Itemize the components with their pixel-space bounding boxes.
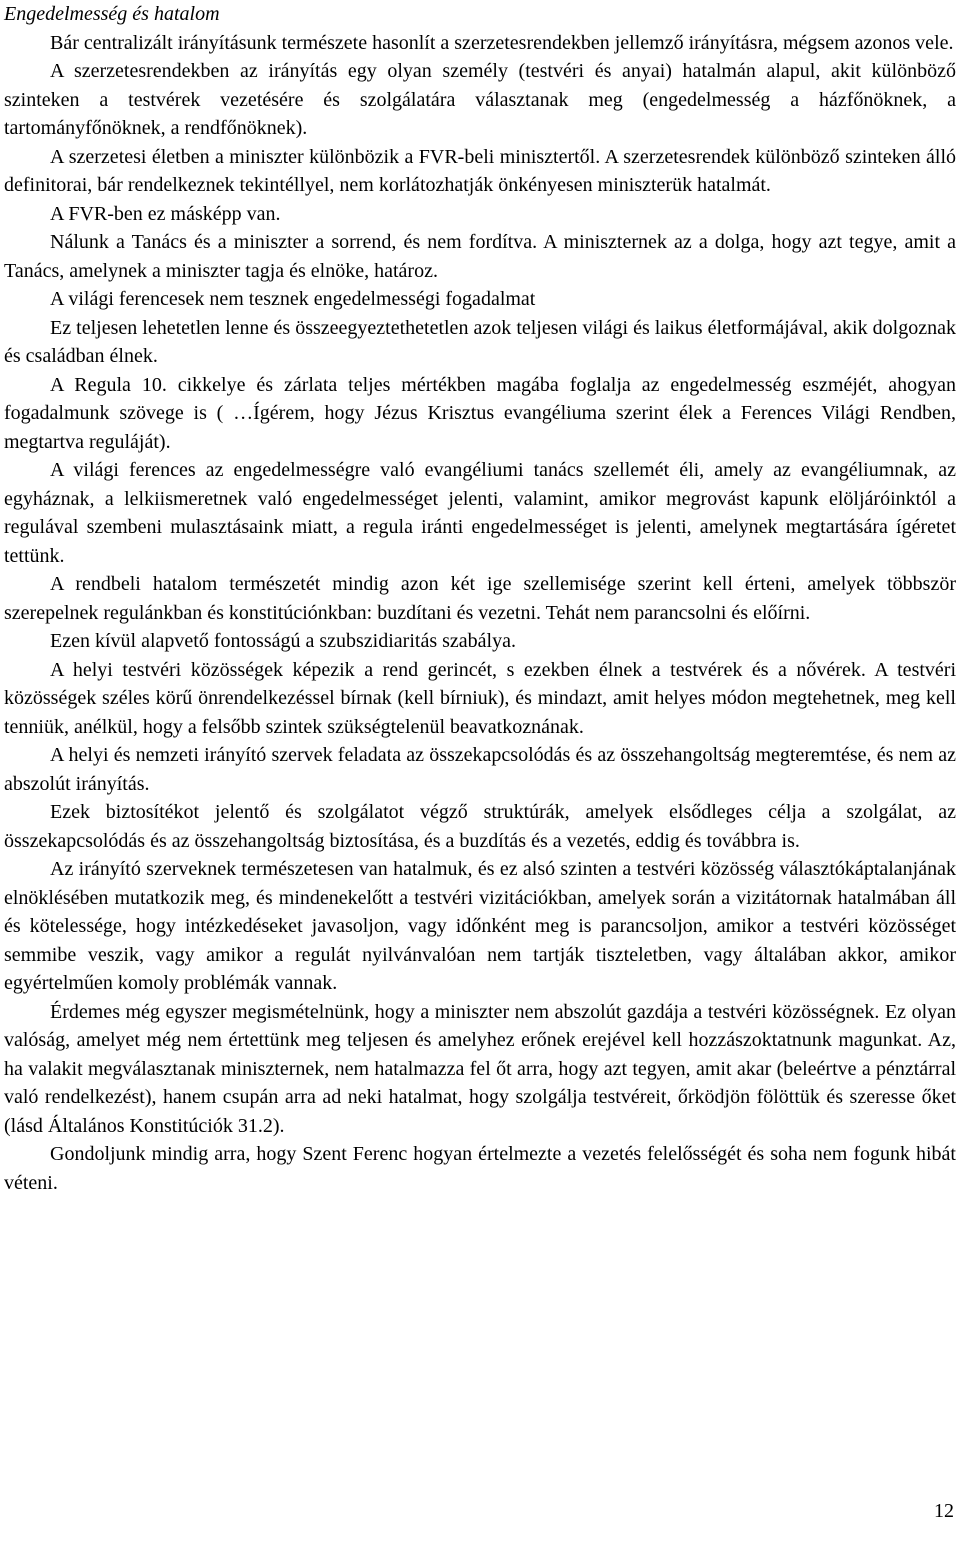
paragraph: A világi ferences az engedelmességre való evangéliumi tanács szellemét éli, amely az evangéliumnak, az egyháznak, a lelkiismeretnek való engedelmességet jelenti, valamint, amikor megrovást kapunk elöljáróinktól a regulával szembeni mulasztásaink miatt, a regula iránti engedelmességet is jelenti, amelynek megtartására ígéretet tettünk. — [4, 459, 956, 567]
paragraph: Gondoljunk mindig arra, hogy Szent Ferenc hogyan értelmezte a vezetés felelősségét és soha nem fogunk hibát véteni. — [4, 1143, 956, 1194]
paragraph: A helyi testvéri közösségek képezik a rend gerincét, s ezekben élnek a testvérek és a nővérek. A testvéri közösségek széles körű önrendelkezéssel bírnak (kell bírniuk), és mindazt, amit helyes módon megtehetnek, meg kell tenniük, anélkül, hogy a felsőbb szintek szükségtelenül beavatkoznának. — [4, 658, 956, 738]
paragraph: Ezen kívül alapvető fontosságú a szubszidiaritás szabálya. — [50, 630, 516, 652]
page-number: 12 — [934, 1500, 954, 1522]
paragraph: A szerzetesi életben a miniszter különbözik a FVR-beli minisztertől. A szerzetesrendek különböző szinteken álló definitorai, bár rendelkeznek tekintéllyel, nem korlátozhatják önkényesen miniszterük hatalmát. — [4, 145, 956, 196]
paragraph: Ezek biztosítékot jelentő és szolgálatot végző struktúrák, amelyek elsődleges célja a szolgálat, az összekapcsolódás és az összehangoltság biztosítása, és a buzdítás és a vezetés, eddig és továbbra is. — [4, 801, 956, 852]
paragraph: A szerzetesrendekben az irányítás egy olyan személy (testvéri és anyai) hatalmán alapul, akit különböző szinteken a testvérek vezetésére és szolgálatára választanak meg (engedelmesség a házfőnöknek, a tartományfőnöknek, a rendfőnöknek). — [4, 60, 956, 139]
document-page — [4, 0, 956, 1197]
paragraph: A FVR-ben ez másképp van. — [50, 202, 281, 225]
paragraph: Érdemes még egyszer megismételnünk, hogy a miniszter nem abszolút gazdája a testvéri közösségnek. Ez olyan valóság, amelyet még nem értettünk meg teljesen és amelyhez erőnek erejével kell hozzászoktatnunk magunkat. Az, ha valakit megválasztanak miniszternek, nem hatalmazza fel őt arra, hogy azt tegyen, amit akar (beleértve a pénztárral való rendelkezést), hanem csupán arra ad neki hatalmat, hogy szolgálja testvéreit, őrködjön fölöttük és szeresse őket (lásd Általános Konstitúciók 31.2). — [4, 1000, 956, 1137]
paragraph: Bár centralizált irányításunk természete hasonlít a szerzetesrendekben jellemző irányításra, mégsem azonos vele. — [50, 31, 954, 54]
paragraph: A Regula 10. cikkelye és zárlata teljes mértékben magába foglalja az engedelmesség eszméjét, ahogyan fogadalmunk szövege is ( …Ígérem, hogy Jézus Krisztus evangéliuma szerint élek a Ferences Világi Rendben, megtartva reguláját). — [4, 373, 956, 453]
paragraph: Nálunk a Tanács és a miniszter a sorrend, és nem fordítva. A miniszternek az a dolga, hogy azt tegye, amit a Tanács, amelynek a miniszter tagja és elnöke, határoz. — [4, 231, 956, 282]
paragraph: A rendbeli hatalom természetét mindig azon két ige szellemisége szerint kell érteni, amelyek többször szerepelnek regulánkban és konstitúciónkban: buzdítani és vezetni. Tehát nem parancsolni és előírni. — [4, 573, 956, 624]
paragraph: Az irányító szerveknek természetesen van hatalmuk, és ez alsó szinten a testvéri közösség választókáptalanjának elnöklésében mutatkozik meg, és mindenekelőtt a testvéri vizitációkban, amelyek során a vizitátornak hatalmában áll és kötelessége, hogy intézkedéseket javasoljon, vagy időnként meg is parancsoljon, amikor a testvéri közösséget semmibe veszik, vagy amikor a regulát nyilvánvalóan nem tartják tiszteletben, vagy általában akkor, amikor egyértelműen komoly problémák vannak. — [4, 858, 956, 994]
section-heading: Engedelmesség és hatalom — [4, 3, 220, 25]
paragraph: A világi ferencesek nem tesznek engedelmességi fogadalmat — [50, 288, 536, 310]
paragraph: A helyi és nemzeti irányító szervek feladata az összekapcsolódás és az összehangoltság megteremtése, és nem az abszolút irányítás. — [4, 744, 956, 795]
paragraph: Ez teljesen lehetetlen lenne és összeegyeztethetetlen azok teljesen világi és laikus életformájával, akik dolgoznak és családban élnek. — [4, 316, 956, 367]
